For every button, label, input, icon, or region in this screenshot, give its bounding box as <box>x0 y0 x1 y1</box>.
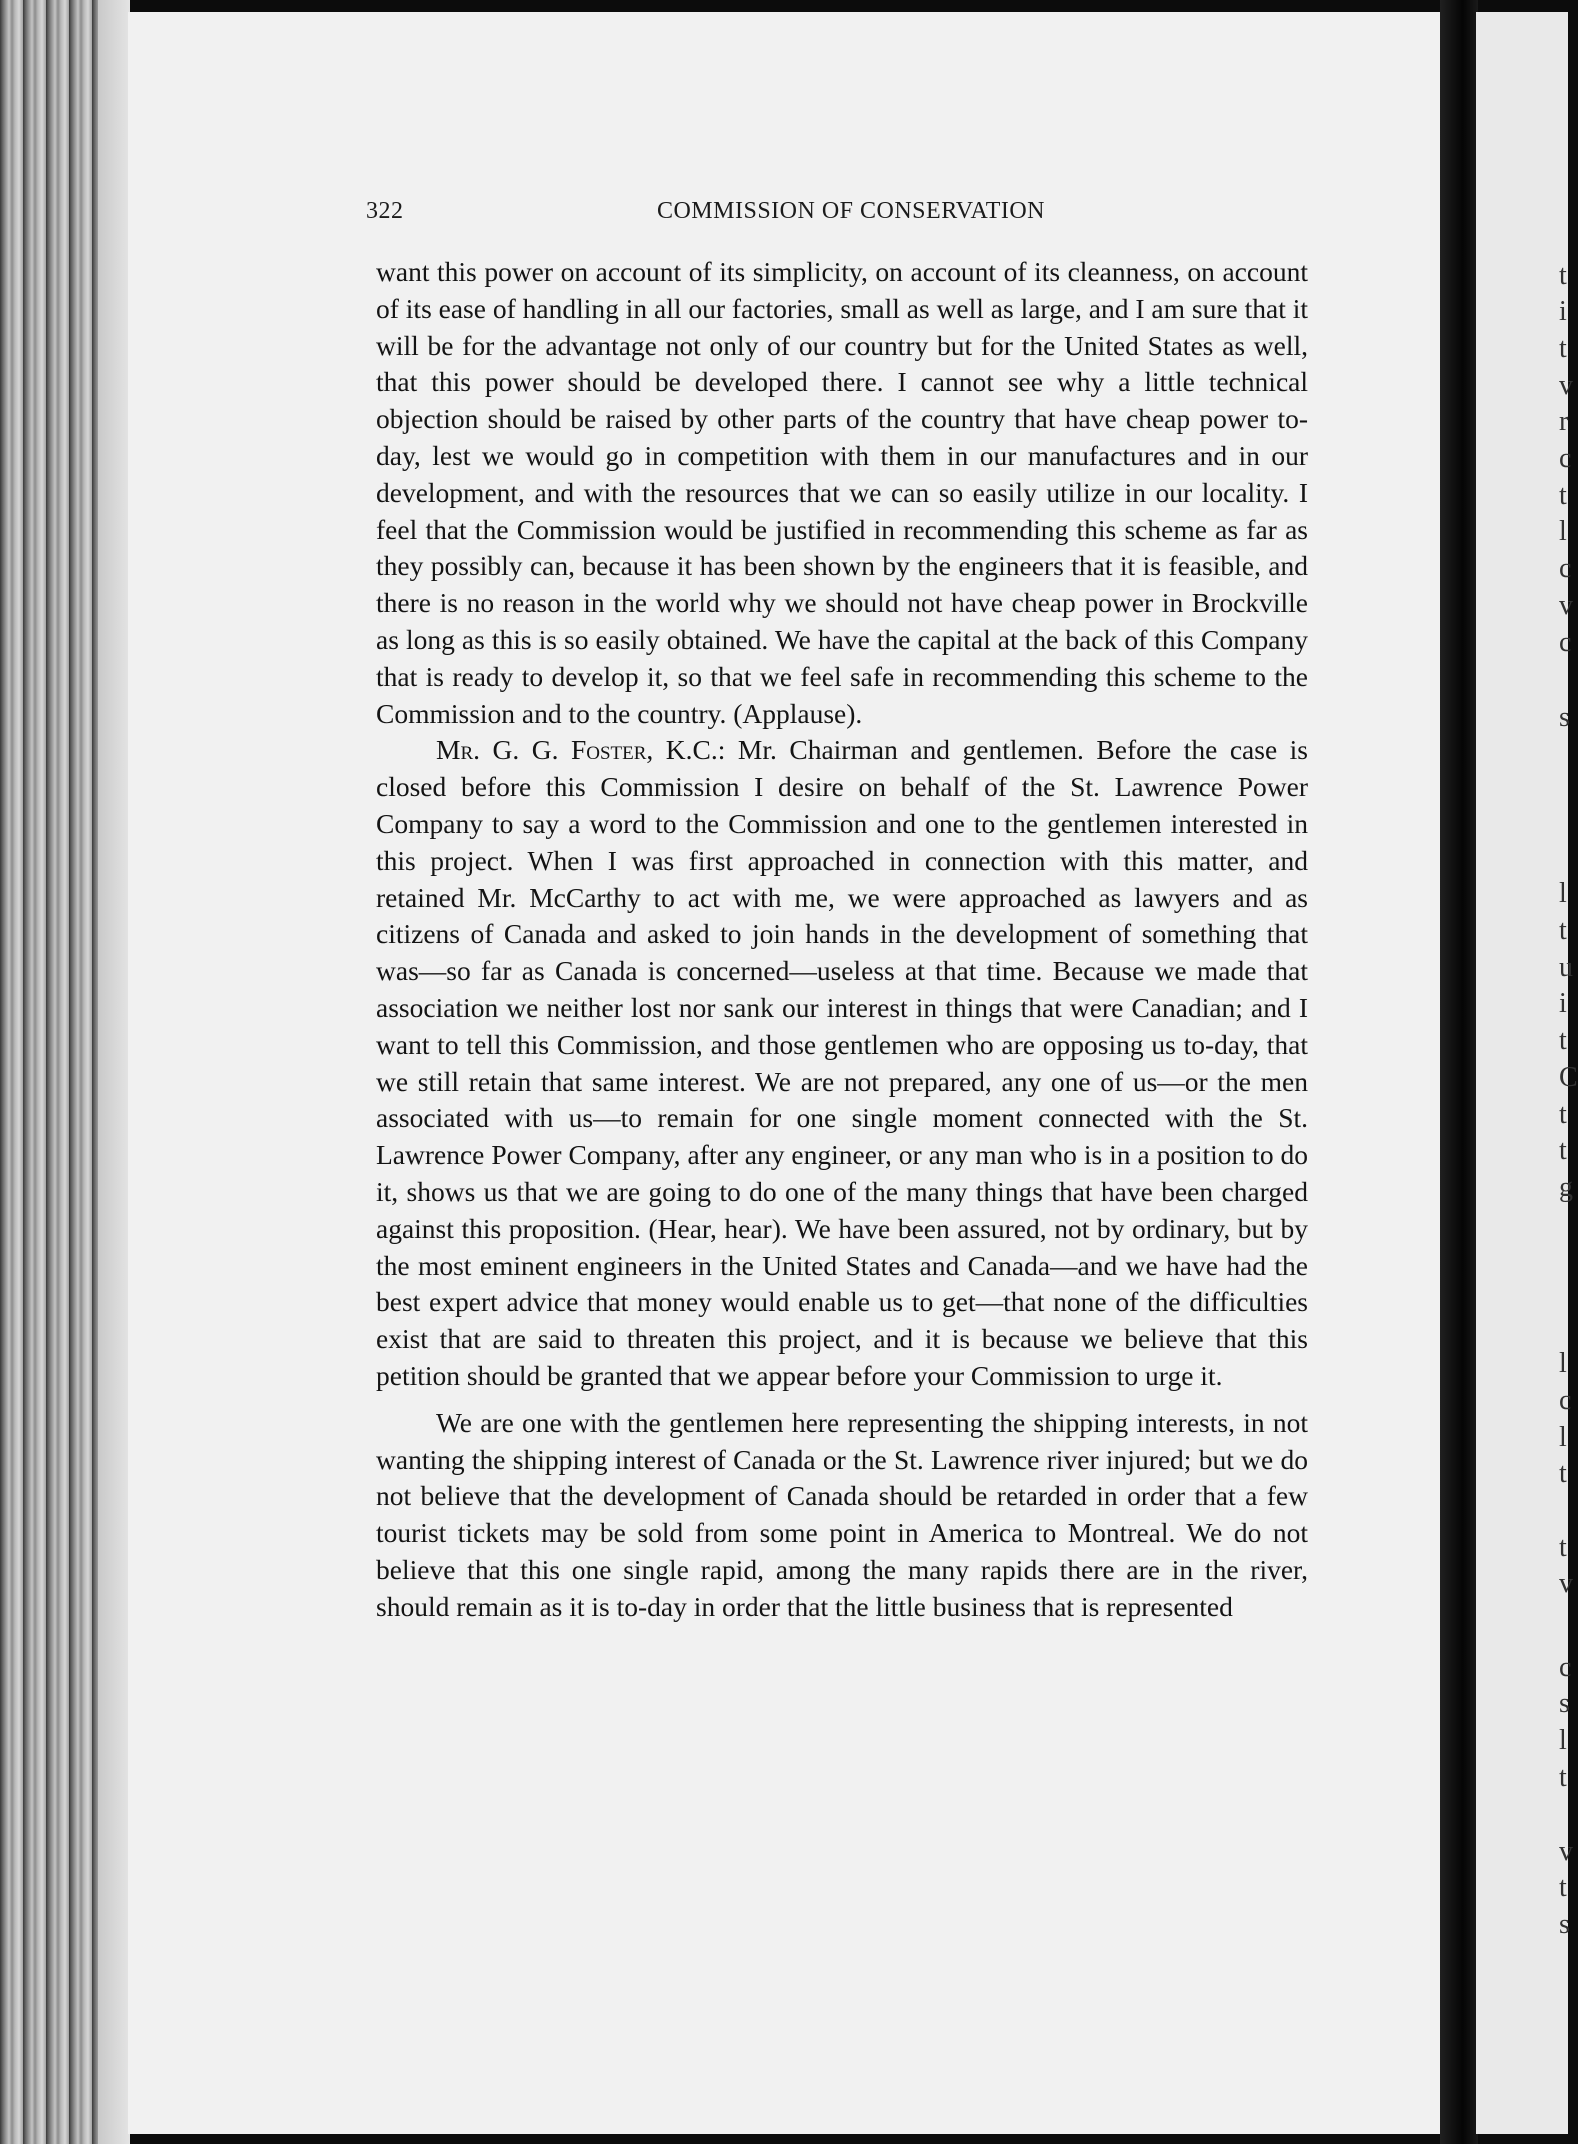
adjacent-page-letter: i <box>1559 296 1567 327</box>
adjacent-page-letter: l <box>1559 878 1567 909</box>
adjacent-page-letter: s <box>1559 1688 1570 1719</box>
adjacent-page-letter: t <box>1559 1532 1567 1563</box>
adjacent-page-letter: t <box>1559 480 1567 511</box>
adjacent-page-letter: v <box>1559 1836 1573 1867</box>
adjacent-page-letter: t <box>1559 260 1567 291</box>
adjacent-page-letter: t <box>1559 915 1567 946</box>
page-body <box>376 254 1308 1625</box>
adjacent-page-letter: l <box>1559 516 1567 547</box>
speaker-name: Mr. G. G. Foster, K.C.: <box>436 734 726 766</box>
adjacent-page-letter: t <box>1559 1025 1567 1056</box>
adjacent-page-letter: v <box>1559 590 1573 621</box>
adjacent-page-letter: t <box>1559 1762 1567 1793</box>
adjacent-page-letter: g <box>1559 1172 1573 1203</box>
adjacent-page-letter: c <box>1559 553 1572 584</box>
adjacent-page-letter: c <box>1559 627 1572 658</box>
adjacent-page-letter: r <box>1559 406 1569 437</box>
adjacent-page-letter: t <box>1559 333 1567 364</box>
adjacent-page-letter: i <box>1559 988 1567 1019</box>
book-gutter <box>1440 0 1478 2144</box>
adjacent-page-letter: v <box>1559 1568 1573 1599</box>
adjacent-page-letter: c <box>1559 1385 1572 1416</box>
running-header <box>366 198 1296 234</box>
page-number: 322 <box>366 198 404 224</box>
adjacent-page-letter: v <box>1559 370 1573 401</box>
paragraph-continuation: want this power on account of its simplicity, on account of its cleanness, on account of its ease of handling in all our factories, small as well as large, and I am sure that it will be for the advantage not only of our country but for the United States as well, that this power should be developed there. I cannot see why a little technical objection should be raised by other parts of the country that have cheap power to-day, lest we would go in competition with them in our manufactures and in our development, and with the resources that we can so easily utilize in our locality. I feel that the Commission would be justified in recommending this scheme as far as they possibly can, because it has been shown by the engineers that it is feasible, and there is no reason in the world why we should not have cheap power in Brockville as long as this is so easily obtained. We have the capital at the back of this Company that is ready to develop it, so that we feel safe in recommending this scheme to the Commission and to the country. (Applause). <box>376 256 1308 729</box>
adjacent-page-letter: u <box>1559 952 1573 983</box>
adjacent-page-letter: l <box>1559 1348 1567 1379</box>
adjacent-page-letter: C <box>1559 1062 1578 1093</box>
book-page-edges <box>0 0 130 2144</box>
adjacent-page-letter: t <box>1559 1135 1567 1166</box>
adjacent-page-letter: s <box>1559 1909 1570 1940</box>
adjacent-page-letter: l <box>1559 1725 1567 1756</box>
adjacent-page-letter: c <box>1559 443 1572 474</box>
paragraph-foster-speech <box>376 732 1308 1394</box>
speech-text: Mr. Chairman and gentlemen. Before the case is closed before this Commission I desire on behalf of the St. Lawrence Power Company to say a word to the Commission and one to the gentlemen interested in this project. When I was first approached in connection with this matter, and retained Mr. McCarthy to act with me, we were approached as lawyers and as citizens of Canada and asked to join hands in the development of something that was—so far as Canada is concerned—useless at that time. Because we made that association we neither lost nor sank our interest in things that were Canadian; and I want to tell this Commission, and those gentlemen who are opposing us to-day, that we still retain that same interest. We are not prepared, any one of us—or the men associated with us—to remain for one single moment connected with the St. Lawrence Power Company, after any engineer, or any man who is in a position to do it, shows us that we are going to do one of the many things that have been charged against this proposition. (Hear, hear). We have been assured, not by ordinary, but by the most eminent engineers in the United States and Canada—and we have had the best expert advice that money would enable us to get—that none of the difficulties exist that are said to threaten this project, and it is because we believe that this petition should be granted that we appear before your Commission to urge it. <box>376 734 1309 1391</box>
adjacent-page-letter: l <box>1559 1422 1567 1453</box>
running-title: COMMISSION OF CONSERVATION <box>656 198 1046 224</box>
adjacent-page-letter: t <box>1559 1458 1567 1489</box>
adjacent-page-letter: t <box>1559 1099 1567 1130</box>
adjacent-page-letter: c <box>1559 1652 1572 1683</box>
adjacent-page-letter: s <box>1559 702 1570 733</box>
paragraph-shipping-interests: We are one with the gentlemen here representing the shipping interests, in not wanting the shipping interest of Canada or the St. Lawrence river injured; but we do not believe that the development of Canada should be retarded in order that a few tourist tickets may be sold from some point in America to Montreal. We do not believe that this one single rapid, among the many rapids there are in the river, should remain as it is to-day in order that the little business that is represented <box>376 1406 1308 1622</box>
adjacent-page <box>1476 12 1568 2134</box>
adjacent-page-letter: t <box>1559 1872 1567 1903</box>
